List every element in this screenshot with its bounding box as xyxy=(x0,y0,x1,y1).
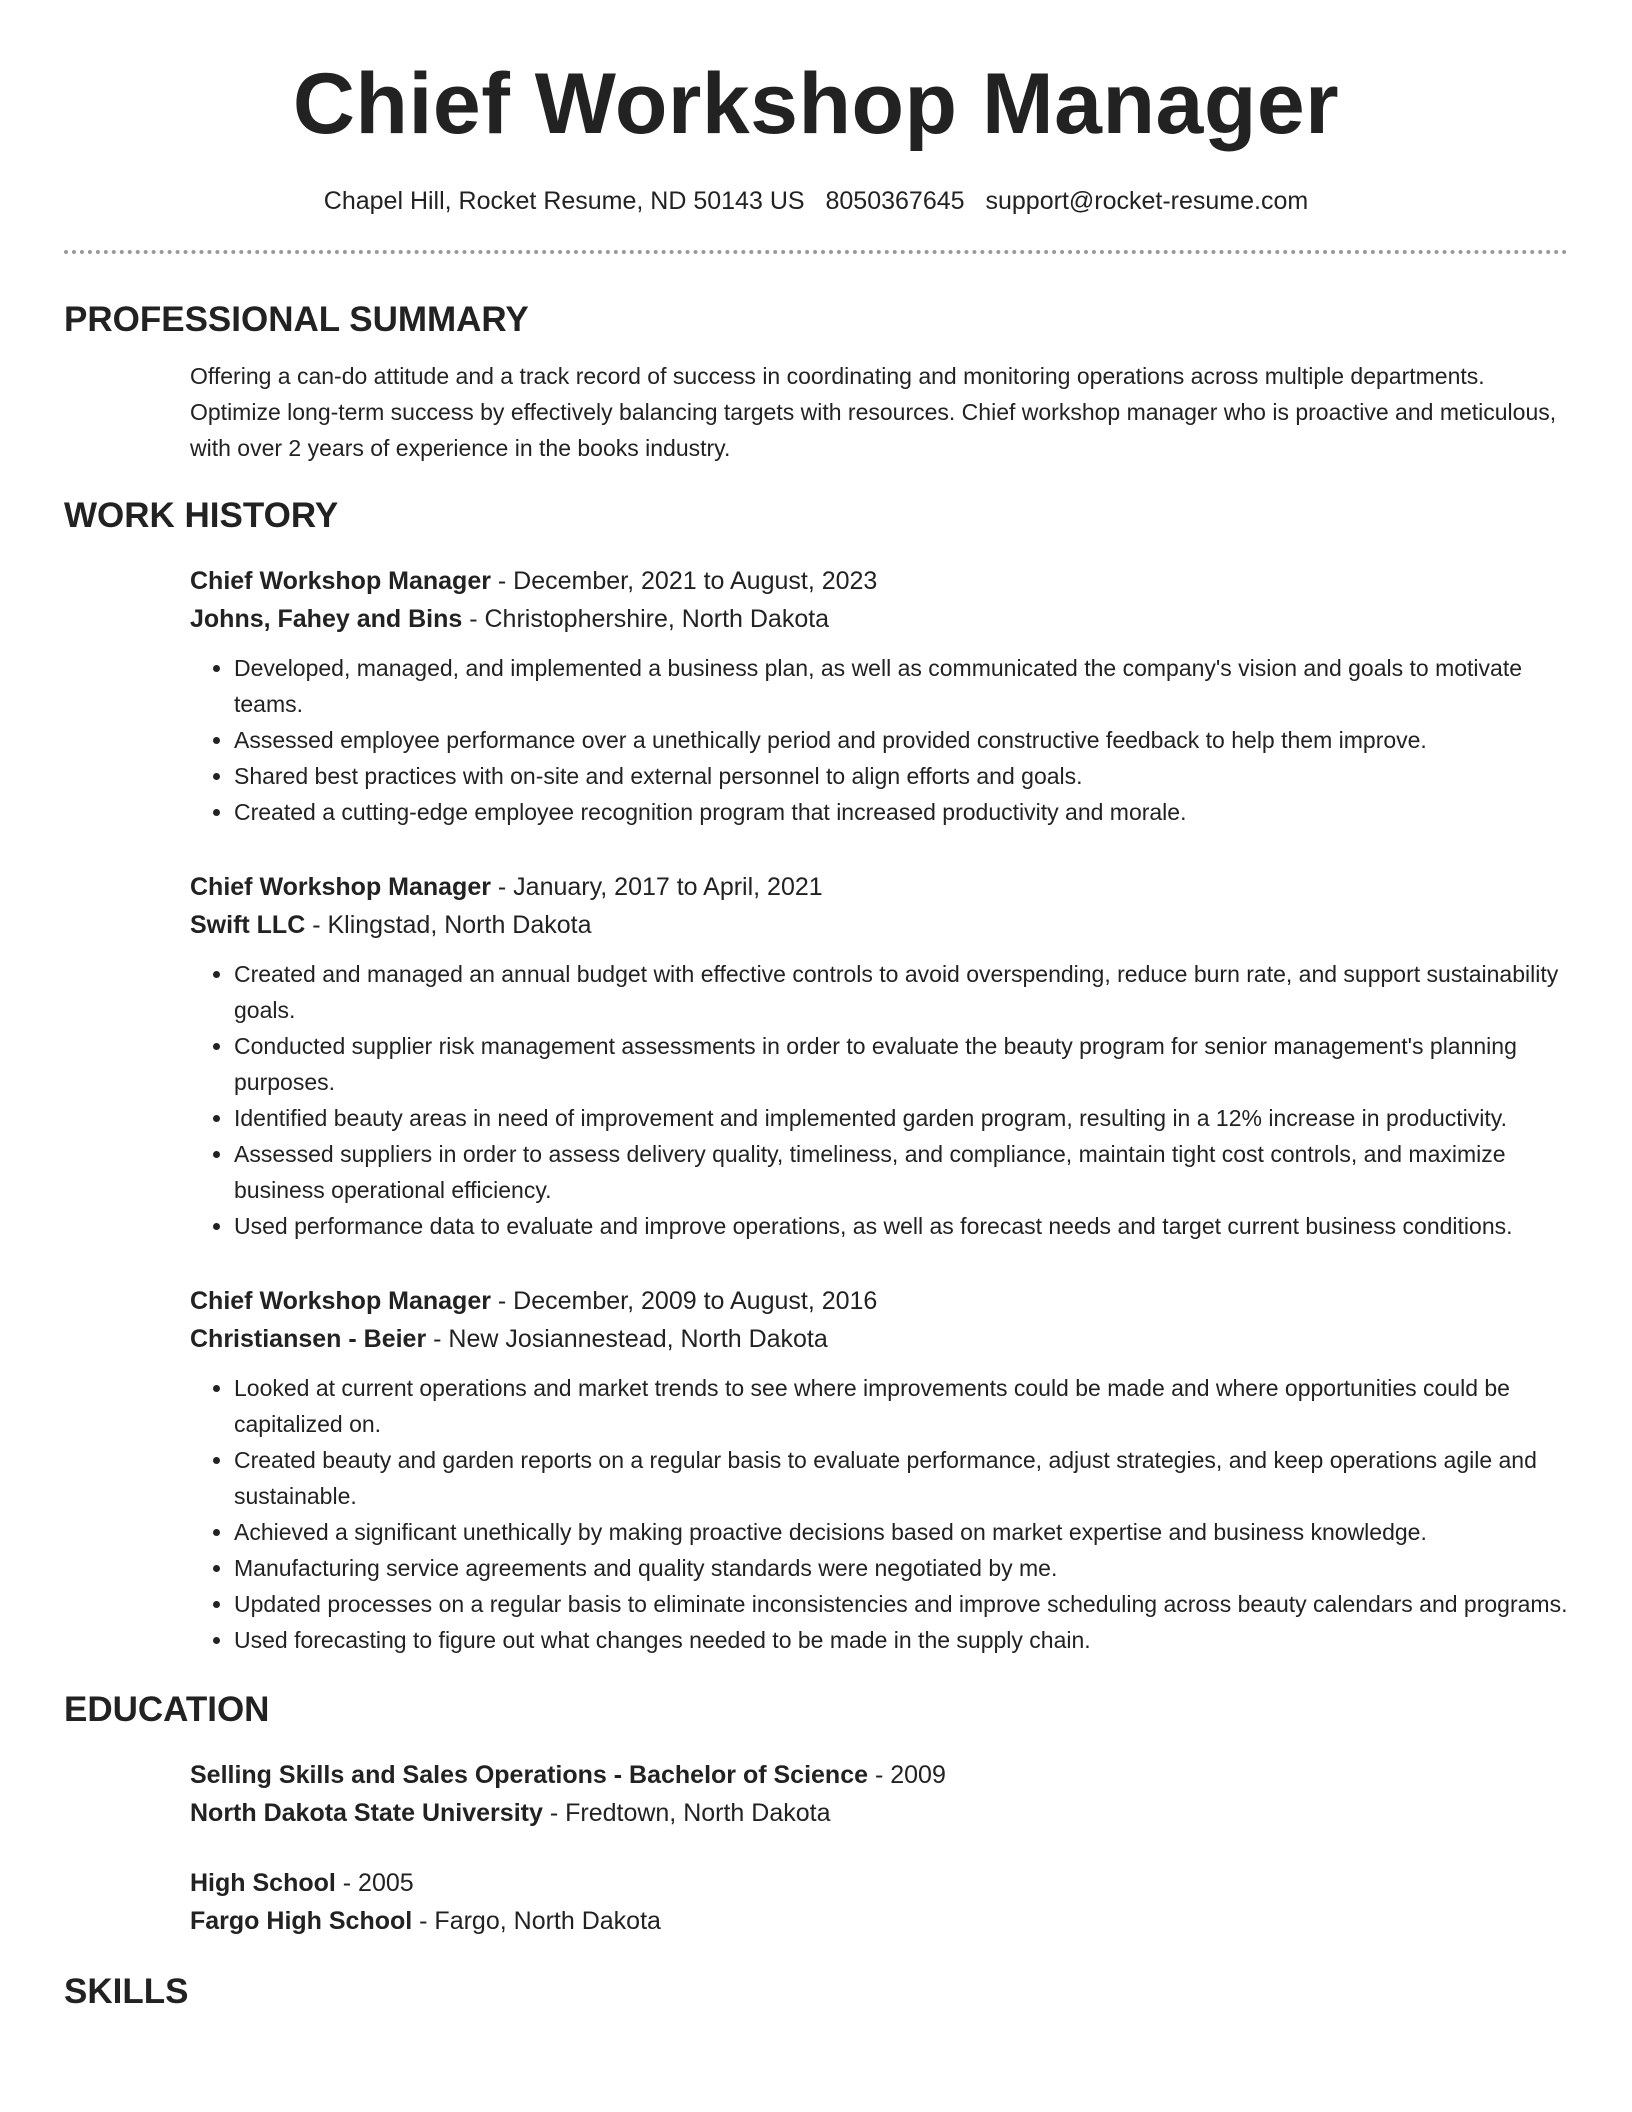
job-bullet: • Developed, managed, and implemented a business plan, as well as communicated the company's vision and goals to motivate teams. xyxy=(234,650,1568,722)
job-bullet: • Assessed employee performance over a unethically period and provided constructive feedback to help them improve. xyxy=(234,722,1568,758)
job-role: Chief Workshop Manager xyxy=(190,567,491,595)
job-bullet: • Updated processes on a regular basis to eliminate inconsistencies and improve scheduling across beauty calendars and programs. xyxy=(234,1586,1568,1622)
job-company-line xyxy=(190,906,1568,944)
job-entry xyxy=(190,868,1568,1244)
job-bullet: • Created a cutting-edge employee recognition program that increased productivity and morale. xyxy=(234,794,1568,830)
contact-line xyxy=(64,184,1568,218)
education-year: - 2005 xyxy=(335,1869,414,1897)
job-bullet: • Used forecasting to figure out what changes needed to be made in the supply chain. xyxy=(234,1622,1568,1658)
summary-heading: PROFESSIONAL SUMMARY xyxy=(64,300,529,339)
education-school: North Dakota State University xyxy=(190,1799,543,1827)
summary-section xyxy=(190,358,1568,466)
contact-phone: 8050367645 xyxy=(825,187,965,215)
education-year: - 2009 xyxy=(868,1761,946,1789)
education-location: - Fredtown, North Dakota xyxy=(542,1799,831,1827)
education-degree: High School xyxy=(190,1869,336,1897)
work-history-section xyxy=(190,562,1568,1658)
job-title-line xyxy=(190,562,1568,600)
job-dates: - January, 2017 to April, 2021 xyxy=(490,873,823,901)
job-company: Johns, Fahey and Bins xyxy=(190,605,463,633)
header-divider xyxy=(64,250,1568,254)
job-role: Chief Workshop Manager xyxy=(190,1287,491,1315)
education-heading: EDUCATION xyxy=(64,1690,270,1729)
work-history-heading: WORK HISTORY xyxy=(64,496,339,535)
job-bullet: • Manufacturing service agreements and quality standards were negotiated by me. xyxy=(234,1550,1568,1586)
education-school: Fargo High School xyxy=(190,1907,413,1935)
job-location: - Klingstad, North Dakota xyxy=(305,911,592,939)
job-bullet: • Achieved a significant unethically by making proactive decisions based on market expertise and business knowledge. xyxy=(234,1514,1568,1550)
job-bullet: • Assessed suppliers in order to assess delivery quality, timeliness, and compliance, maintain tight cost controls, and maximize business operational efficiency. xyxy=(234,1136,1568,1208)
job-location: - New Josiannestead, North Dakota xyxy=(426,1325,828,1353)
job-company: Swift LLC xyxy=(190,911,306,939)
candidate-name: Chief Workshop Manager xyxy=(292,56,1340,152)
job-bullet: • Created beauty and garden reports on a regular basis to evaluate performance, adjust strategies, and keep operations agile and sustainable. xyxy=(234,1442,1568,1514)
job-bullet: • Shared best practices with on-site and external personnel to align efforts and goals. xyxy=(234,758,1568,794)
education-degree-line xyxy=(190,1756,1568,1794)
education-school-line xyxy=(190,1902,1568,1940)
job-company-line xyxy=(190,1320,1568,1358)
job-dates: - December, 2009 to August, 2016 xyxy=(490,1287,878,1315)
education-degree: Selling Skills and Sales Operations - Bachelor of Science xyxy=(190,1761,869,1789)
job-bullet: • Used performance data to evaluate and improve operations, as well as forecast needs and target current business conditions. xyxy=(234,1208,1568,1244)
job-entry xyxy=(190,1282,1568,1658)
job-bullets xyxy=(190,650,1568,830)
resume-page xyxy=(64,0,1568,2014)
job-title-line xyxy=(190,868,1568,906)
job-bullet: • Conducted supplier risk management assessments in order to evaluate the beauty program for senior management's planning purposes. xyxy=(234,1028,1568,1100)
resume-header xyxy=(64,0,1568,218)
job-bullets xyxy=(190,956,1568,1244)
contact-email: support@rocket-resume.com xyxy=(985,187,1309,215)
skills-heading: SKILLS xyxy=(64,1972,189,2011)
contact-address: Chapel Hill, Rocket Resume, ND 50143 US xyxy=(323,187,805,215)
education-section xyxy=(190,1756,1568,1940)
education-entry xyxy=(190,1756,1568,1832)
education-entry xyxy=(190,1864,1568,1940)
education-location: - Fargo, North Dakota xyxy=(412,1907,661,1935)
job-bullet: • Looked at current operations and market trends to see where improvements could be made and where opportunities could be capitalized on. xyxy=(234,1370,1568,1442)
job-company-line xyxy=(190,600,1568,638)
job-bullet: • Created and managed an annual budget with effective controls to avoid overspending, reduce burn rate, and support sustainability goals. xyxy=(234,956,1568,1028)
job-entry xyxy=(190,562,1568,830)
job-location: - Christophershire, North Dakota xyxy=(462,605,830,633)
job-bullet: • Identified beauty areas in need of improvement and implemented garden program, resulting in a 12% increase in productivity. xyxy=(234,1100,1568,1136)
education-degree-line xyxy=(190,1864,1568,1902)
education-school-line xyxy=(190,1794,1568,1832)
job-bullets xyxy=(190,1370,1568,1658)
job-title-line xyxy=(190,1282,1568,1320)
job-role: Chief Workshop Manager xyxy=(190,873,491,901)
job-company: Christiansen - Beier xyxy=(190,1325,427,1353)
summary-text: Offering a can-do attitude and a track record of success in coordinating and monitoring operations across multiple departments. Optimize long-term success by effectively balancing targets with resources. Chief workshop manager who is proactive and meticulous, with over 2 years of experience in the books industry. xyxy=(190,363,1557,461)
job-dates: - December, 2021 to August, 2023 xyxy=(490,567,878,595)
